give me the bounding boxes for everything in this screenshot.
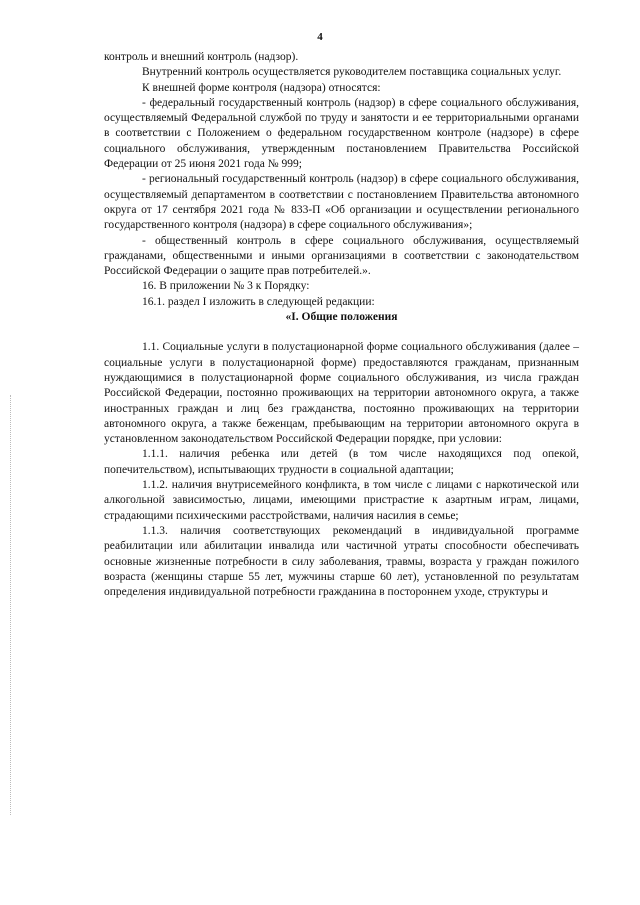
paragraph: К внешней форме контроля (надзора) относятся: (142, 81, 381, 94)
scan-margin-marks (10, 395, 13, 815)
paragraph: контроль и внешний контроль (надзор). (104, 51, 299, 63)
clause: 1.1.2. наличия внутрисемейного конфликта, в том числе с лицами с наркотической или алкогольной зависимостью, лицами, имеющими пристрастие к азартным играм, лицами, страдающими психическими расстройствами, наличия насилия в семье; (104, 479, 579, 522)
page-number: 4 (317, 31, 323, 43)
paragraph: 16.1. раздел I изложить в следующей редакции: (142, 295, 375, 308)
document-body (104, 50, 579, 600)
list-item: - федеральный государственный контроль (надзор) в сфере социального обслуживания, осуществляемый Федеральной службой по труду и занятости и ее территориальными органами в соответствии с Положением о федеральном государственном контроле (надзоре) в сфере социального обслуживания, утвержденным постановлением Правительства Российской Федерации от 25 июня 2021 года № 999; (104, 96, 579, 171)
clause: 1.1.3. наличия соответствующих рекомендаций в индивидуальной программе реабилитации или абилитации инвалида или частичной утраты способности обеспечивать основные жизненные потребности в силу заболевания, травмы, возраста у граждан пожилого возраста (женщины старше 55 лет, мужчины старше 60 лет), установленной по результатам определения индивидуальной потребности гражданина в постороннем уходе, структуры и (104, 524, 579, 599)
clause: 1.1.1. наличия ребенка или детей (в том числе находящихся под опекой, попечительством), испытывающих трудности в социальной адаптации; (104, 448, 579, 476)
section-heading: «I. Общие положения (285, 311, 398, 324)
paragraph: Внутренний контроль осуществляется руководителем поставщика социальных услуг. (142, 66, 562, 79)
paragraph: 16. В приложении № 3 к Порядку: (142, 280, 310, 293)
clause: 1.1. Социальные услуги в полустационарной форме социального обслуживания (далее – социальные услуги в полустационарной форме) предоставляются гражданам, признанным нуждающимися в полустационарной форме социального обслуживания, из числа граждан Российской Федерации, постоянно проживающих на территории автономного округа, а также иностранных граждан и лиц без гражданства, постоянно проживающих на территории автономного округа, а также беженцам, пребывающим на территории автономного округа в установленном законодательством Российской Федерации порядке, при условии: (104, 341, 579, 446)
list-item: - общественный контроль в сфере социального обслуживания, осуществляемый гражданами, общественными и иными организациями в соответствии с законодательством Российской Федерации о защите прав потребителей.». (104, 234, 579, 278)
list-item: - региональный государственный контроль (надзор) в сфере социального обслуживания, осуществляемый департаментом в соответствии с постановлением Правительства автономного округа от 17 сентября 2021 года № 833-П «Об организации и осуществлении регионального государственного контроля (надзора) в сфере социального обслуживания»; (104, 173, 579, 232)
